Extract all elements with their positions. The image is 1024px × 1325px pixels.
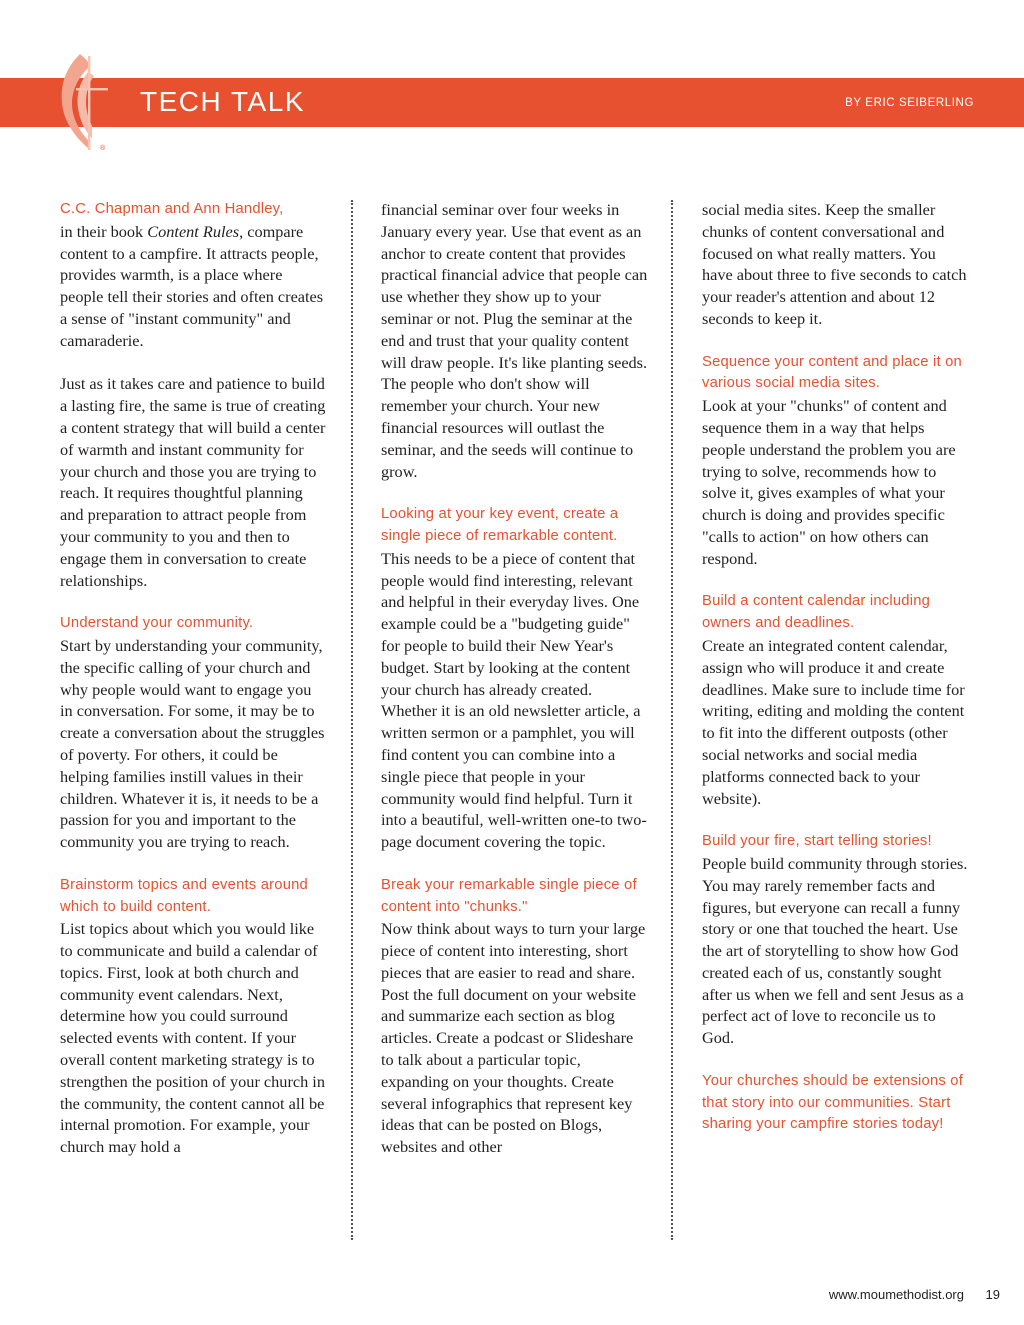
paragraph-text: People build community through stories. You may rarely remember facts and figures, but everyone can recall a funny story or one that touched the heart. Use the art of storytelling to show how God created each of us, constantly sought after us when we fell and sent Jesus as a perfect act of love to reconcile us to God. bbox=[702, 853, 968, 1048]
paragraph bbox=[702, 831, 968, 1049]
paragraph: financial seminar over four weeks in January every year. Use that event as an anchor to create content that provides practical financial advice that people can use whether they show up to your seminar or not. Plug the seminar at the end and trust that your quality content will draw people. It's like planting seeds. The people who don't show will remember your church. Your new financial resources will outlast the seminar, and the seeds will continue to grow. bbox=[381, 200, 648, 481]
page-number: 19 bbox=[985, 1287, 1000, 1302]
book-title: Content Rules bbox=[147, 221, 240, 241]
column-divider bbox=[671, 200, 673, 1240]
paragraph-text: Create an integrated content calendar, assign who will produce it and create deadlines. Make sure to include time for writing, editing and molding the content to fit into the different outposts (other social networks and social media platforms connected back to your website). bbox=[702, 635, 965, 808]
subheading: Brainstorm topics and events around which to build content. bbox=[60, 876, 308, 915]
section-title: TECH TALK bbox=[140, 86, 305, 117]
cross-and-flame-logo-icon bbox=[58, 52, 118, 154]
paragraph-text: in their book bbox=[60, 221, 148, 241]
author-byline: BY ERIC SEIBERLING bbox=[845, 97, 974, 109]
paragraph bbox=[702, 591, 968, 809]
article-column-3 bbox=[702, 199, 968, 1136]
paragraph bbox=[702, 352, 968, 570]
paragraph-text: , compare content to a campfire. It attracts people, provides warmth, is a place where people tell their stories and often creates a sense of "instant community" and camaraderie. bbox=[60, 221, 324, 350]
paragraph: Just as it takes care and patience to build a lasting fire, the same is true of creating a content strategy that will build a center of warmth and instant community for your church and those you are trying to reach. It requires thoughtful planning and preparation to attract people from your community to you and then to engage them in conversation to create relationships. bbox=[60, 374, 326, 590]
closing-callout: Your churches should be extensions of that story into our communities. Start sharing your campfire stories today! bbox=[702, 1072, 964, 1133]
paragraph bbox=[60, 613, 328, 853]
subheading: Build a content calendar including owners and deadlines. bbox=[702, 593, 931, 632]
subheading: Sequence your content and place it on various social media sites. bbox=[702, 353, 962, 392]
paragraph: social media sites. Keep the smaller chunks of content conversational and focused on what really matters. You have about three to five seconds to catch your reader's attention and about 12 seconds to keep it. bbox=[702, 200, 967, 328]
paragraph-text: List topics about which you would like to communicate and build a calendar of topics. First, look at both church and community event calendars. Next, determine how you could surround selected events with content. If your overall content marketing strategy is to strengthen the position of your church in the community, the content cannot all be internal promotion. For example, your church may hold a bbox=[60, 919, 325, 1157]
paragraph bbox=[60, 199, 328, 352]
registered-mark: ® bbox=[100, 145, 106, 152]
paragraph-text: Now think about ways to turn your large piece of content into interesting, short pieces that are easier to read and share. Post the full document on your website and summarize each section as blog articles. Create a podcast or Slideshare to talk about a particular topic, expanding on your thoughts. Create several infographics that represent key ideas that can be posted on Blogs, websites and other bbox=[381, 919, 646, 1157]
paragraph-text: Start by understanding your community, the specific calling of your church and why people would want to engage you in conversation. For some, it may be to create a conversation about the struggles of poverty. For others, it could be helping families instill values in their children. Whatever it is, it needs to be a passion for you and important to the community you are trying to reach. bbox=[60, 635, 325, 852]
paragraph-text: This needs to be a piece of content that people would find interesting, relevant and helpful in their everyday lives. One example could be a "budgeting guide" for people to build their New Year's budget. Start by looking at the content your church has already created. Whether it is an old newsletter article, a written sermon or a pamphlet, you will find content you can combine into a single piece that people in your community would find helpful. Turn it into a beautiful, well-written one-to two-page document covering the topic. bbox=[381, 548, 647, 852]
paragraph bbox=[60, 875, 328, 1158]
subheading: Understand your community. bbox=[60, 615, 254, 632]
paragraph-text: Look at your "chunks" of content and sequence them in a way that helps people understand the problem you are trying to solve, recommends how to solve it, gives examples of what your church is doing and provides specific "calls to action" on how others can respond. bbox=[702, 396, 956, 568]
paragraph bbox=[702, 1071, 968, 1136]
article-column-2 bbox=[381, 199, 649, 1158]
paragraph bbox=[381, 504, 649, 853]
column-divider bbox=[351, 200, 353, 1240]
subheading: Break your remarkable single piece of content into "chunks." bbox=[381, 876, 637, 915]
article-column-1 bbox=[60, 199, 328, 1158]
website-link[interactable]: www.moumethodist.org bbox=[828, 1287, 964, 1302]
subheading: Looking at your key event, create a single piece of remarkable content. bbox=[381, 506, 619, 544]
subheading: C.C. Chapman and Ann Handley, bbox=[60, 201, 284, 217]
subheading: Build your fire, start telling stories! bbox=[702, 833, 932, 850]
paragraph bbox=[381, 875, 649, 1158]
